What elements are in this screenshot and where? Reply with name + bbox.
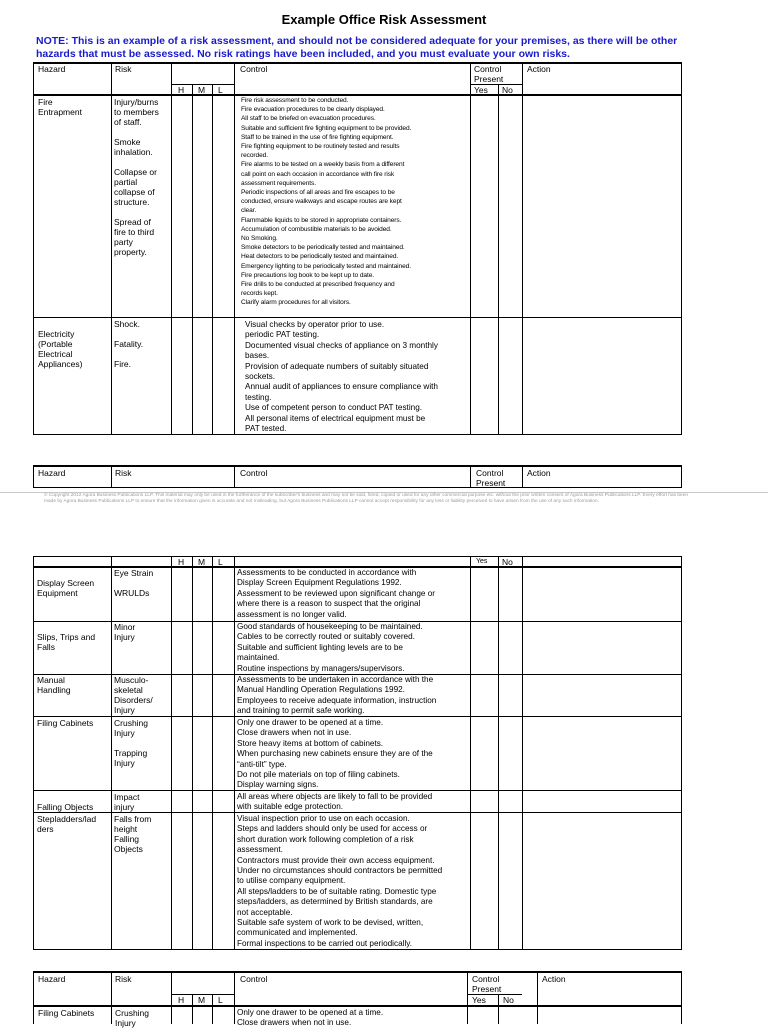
risk-cell: Injury/burns to members of staff. Smoke inhalation. Collapse or partial collapse of structure. Spread of fire to third party property. [114, 97, 159, 257]
header-action: Action [527, 64, 551, 74]
header-no: No [502, 85, 513, 95]
hazard-cell: Stepladders/lad ders [37, 814, 97, 834]
hazard-cell: Fire Entrapment [38, 97, 82, 117]
header-h: H [178, 995, 185, 1005]
control-cell: Only one drawer to be opened at a time. Close drawers when not in use. Store heavy items at bottom of cabinets. When purchasing new cabinets ensure they are of the “anti-tilt” type. Do not pile materials on top of filing cabinets. Display warning signs. [237, 718, 433, 790]
header-control-present: Control [476, 468, 504, 478]
header-action: Action [542, 974, 566, 984]
header-l: L [218, 85, 223, 95]
header-risk: Risk [115, 468, 132, 478]
header-m: M [198, 557, 206, 567]
header-hazard: Hazard [38, 64, 66, 74]
header-m: M [198, 85, 206, 95]
risk-cell: Eye Strain WRULDs [114, 568, 154, 598]
control-cell: Only one drawer to be opened at a time. Close drawers when not in use. [237, 1008, 384, 1028]
control-cell: Fire risk assessment to be conducted. Fire evacuation procedures to be clearly displayed. All staff to be briefed on evacuation procedures. Suitable and sufficient fire fighting equipment to be provided. Staff to be trained in the use of fire fighting equipment. Fire fighting equipment to be routinely tested and results recorded. Fire alarms to be tested on a weekly basis from a different call point on each occasion in accordance with fire risk assessment requirements. Periodic inspections of all areas and fire escapes to be conducted, ensure walkways and escape routes are kept clear. Flammable liquids to be stored in appropriate containers. Accumulation of combustible materials to be avoided. No Smoking. Smoke detectors to be periodically tested and maintained. Heat detectors to be periodically tested and maintained. Emergency lighting to be periodically tested and maintained. Fire precautions log book to be kept up to date. Fire drills to be conducted at prescribed frequency and records kept. Clarify alarm procedures for all visitors. [241, 97, 412, 307]
risk-cell: Musculo- skeletal Disorders/ Injury [114, 675, 153, 715]
control-cell: Visual checks by operator prior to use. periodic PAT testing. Documented visual checks of appliance on 3 monthly bases. Provision of adequate numbers of suitably situated sockets. Annual audit of appliances to ensure compliance with testing. Use of competent person to conduct PAT testing. All personal items of electrical equipment must be PAT tested. [245, 320, 438, 434]
control-cell: Assessments to be conducted in accordance with Display Screen Equipment Regulations 1992. Assessment to be reviewed upon significant change or where there is a reason to suspect that the original assessment is no longer valid. [237, 568, 435, 619]
header-hazard: Hazard [38, 974, 66, 984]
risk-cell: Shock. Fatality. Fire. [114, 319, 144, 369]
hazard-cell: Filing Cabinets [37, 718, 94, 728]
header-no: No [503, 995, 514, 1005]
copyright-footer: © Copyright 2012 Agora Business Publications LLP. This material may only be used in the furtherance of the subscriber's business and may not be sold, hired, copied or used for any other commercial purpose etc. without the prior written consent of Agora Business Publications LLP. Every effort has been made by Agora Business Publications LLP to ensure that the information given is accurate and not misleading, but Agora Business Publications LLP cannot accept responsibility for any loss or liability perceived to have arisen from the use of any such information. [44, 493, 689, 504]
risk-cell: Crushing Injury Trapping Injury [114, 718, 149, 768]
header-action: Action [527, 468, 551, 478]
risk-cell: Falls from height Falling Objects [114, 814, 152, 854]
header-h: H [178, 85, 185, 95]
control-cell: All areas where objects are likely to fall to be provided with suitable edge protection. [237, 792, 433, 812]
hazard-cell: Electricity (Portable Electrical Appliances) [38, 329, 83, 369]
header-control: Control [240, 468, 268, 478]
hazard-cell: Slips, Trips and Falls [37, 632, 96, 652]
header-m: M [198, 995, 206, 1005]
header-yes: Yes [474, 85, 488, 95]
header-l: L [218, 995, 223, 1005]
risk-cell: Impact injury [114, 792, 140, 812]
disclaimer-note: NOTE: This is an example of a risk assessment, and should not be considered adequate for your premises, as there will be other hazards that must be assessed. No risk ratings have been included, and you must evaluate your own risks. [36, 35, 678, 60]
risk-cell: Minor Injury [114, 622, 136, 642]
header-present: Present [474, 74, 504, 84]
header-h: H [178, 557, 185, 567]
header-no: No [502, 557, 513, 567]
header-risk: Risk [115, 64, 132, 74]
control-cell: Visual inspection prior to use on each occasion. Steps and ladders should only be used for access or short duration work following completion of a risk assessment. Contractors must provide their own access equipment. Under no circumstances should contractors be permitted to utilise company equipment. All steps/ladders to be of suitable rating. Domestic type steps/ladders, as determined by British standards, are not acceptable. Suitable safe system of work to be devised, written, communicated and implemented. Formal inspections to be carried out periodically. [237, 814, 443, 948]
document-title: Example Office Risk Assessment [281, 12, 487, 27]
control-cell: Assessments to be undertaken in accordance with the Manual Handling Operation Regulations 1992. Employees to receive adequate information, instruction and training to permit safe working. [237, 675, 437, 716]
header-control: Control [240, 64, 268, 74]
header-hazard: Hazard [38, 468, 66, 478]
control-cell: Good standards of housekeeping to be maintained. Cables to be correctly routed or suitably covered. Suitable and sufficient lighting levels are to be maintained. Routine inspections by managers/supervisors. [237, 622, 423, 673]
header-present: Present [476, 478, 506, 488]
header-yes: Yes [476, 558, 488, 565]
hazard-cell: Display Screen Equipment [37, 578, 95, 598]
header-present: Present [472, 984, 502, 994]
header-risk: Risk [115, 974, 132, 984]
hazard-cell: Manual Handling [37, 675, 71, 695]
hazard-cell: Falling Objects [37, 802, 94, 812]
header-control-present: Control [472, 974, 500, 984]
risk-cell: Crushing Injury [115, 1008, 150, 1028]
hazard-cell: Filing Cabinets [38, 1008, 95, 1018]
header-yes: Yes [472, 995, 486, 1005]
header-l: L [218, 557, 223, 567]
header-control: Control [240, 974, 268, 984]
header-control-present: Control [474, 64, 502, 74]
